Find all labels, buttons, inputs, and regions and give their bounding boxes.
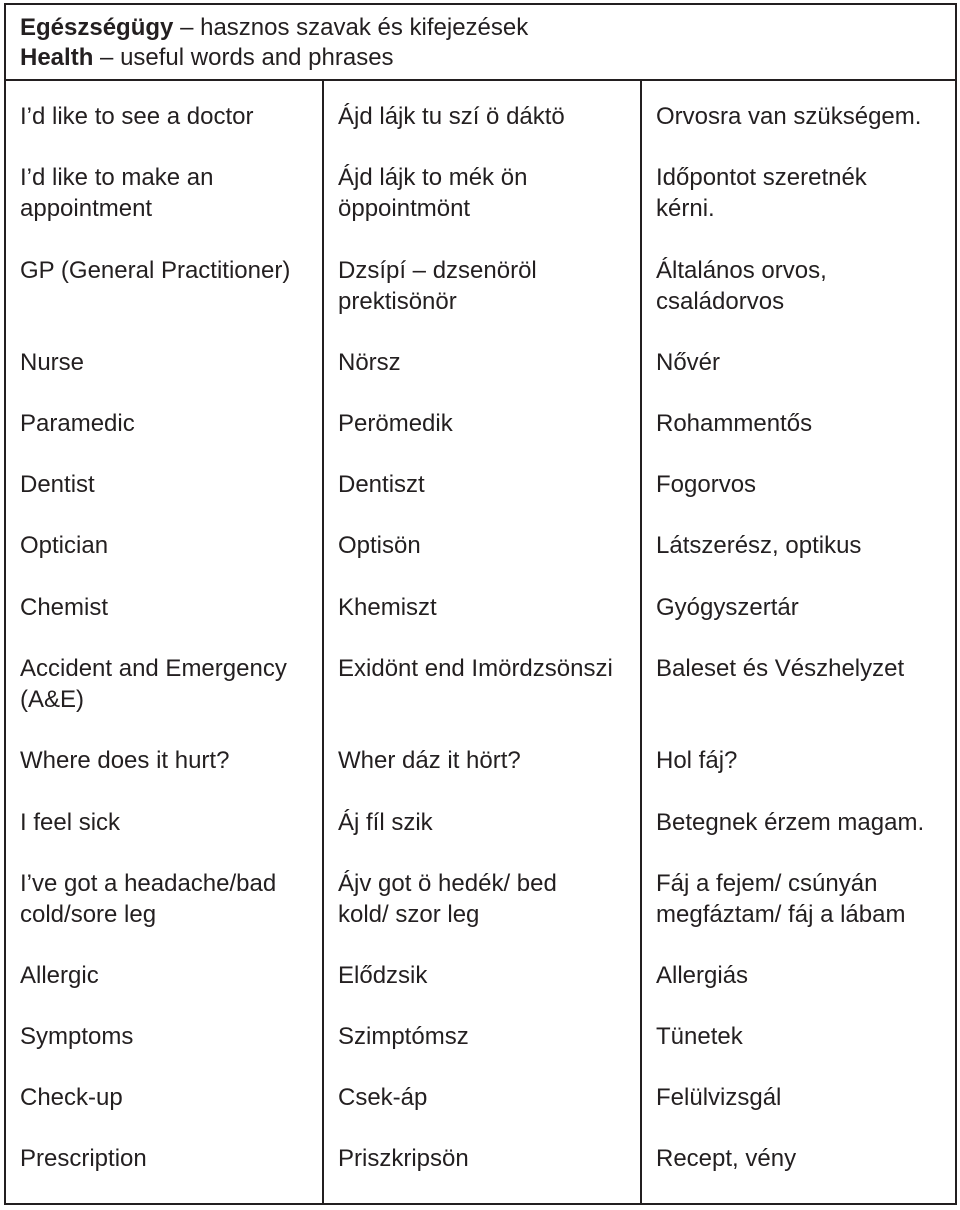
cell-hungarian: Tünetek	[656, 1023, 743, 1050]
cell-hungarian: Időpontot szeretnék kérni.	[656, 164, 867, 222]
cell-pronunciation: Dzsípí – dzsenöröl prektisönör	[338, 257, 537, 315]
cell-english: I feel sick	[20, 809, 121, 836]
cell-hungarian: Nővér	[656, 349, 721, 376]
cell-pronunciation: Elődzsik	[338, 962, 428, 989]
cell-hungarian: Hol fáj?	[656, 747, 738, 774]
cell-english: Paramedic	[20, 410, 135, 437]
cell-english: Nurse	[20, 349, 85, 376]
english-heading	[20, 43, 955, 73]
cell-hungarian: Általános orvos, családorvos	[656, 257, 827, 315]
table-header	[6, 5, 955, 81]
hungarian-heading-subtitle: hasznos szavak és kifejezések	[200, 14, 529, 41]
hungarian-heading	[20, 13, 955, 43]
english-heading-subtitle: useful words and phrases	[120, 44, 394, 71]
cell-english: Check-up	[20, 1084, 123, 1111]
cell-hungarian: Látszerész, optikus	[656, 532, 862, 559]
cell-pronunciation: Priszkripsön	[338, 1145, 469, 1172]
cell-english: I’d like to make an appointment	[20, 164, 214, 222]
cell-hungarian: Fogorvos	[656, 471, 757, 498]
cell-pronunciation: Ájd lájk tu szí ö dáktö	[338, 103, 565, 130]
cell-pronunciation: Csek-áp	[338, 1084, 428, 1111]
hungarian-heading-title: Egészségügy	[20, 14, 174, 41]
column-divider-1	[322, 81, 324, 1203]
cell-hungarian: Recept, vény	[656, 1145, 797, 1172]
cell-english: Symptoms	[20, 1023, 134, 1050]
cell-hungarian: Allergiás	[656, 962, 749, 989]
cell-hungarian: Rohammentős	[656, 410, 813, 437]
phrase-table	[4, 3, 957, 1205]
cell-english: I’d like to see a doctor	[20, 103, 254, 130]
cell-hungarian: Betegnek érzem magam.	[656, 809, 925, 836]
cell-hungarian: Baleset és Vészhelyzet	[656, 655, 905, 682]
cell-english: Where does it hurt?	[20, 747, 230, 774]
cell-pronunciation: Nörsz	[338, 349, 401, 376]
column-divider-2	[640, 81, 642, 1203]
cell-pronunciation: Áj fíl szik	[338, 809, 433, 836]
cell-pronunciation: Ájv got ö hedék/ bed kold/ szor leg	[338, 870, 557, 928]
cell-english: I’ve got a headache/bad cold/sore leg	[20, 870, 277, 928]
cell-hungarian: Gyógyszertár	[656, 594, 799, 621]
cell-english: Allergic	[20, 962, 99, 989]
cell-hungarian: Orvosra van szükségem.	[656, 103, 922, 130]
cell-pronunciation: Dentiszt	[338, 471, 425, 498]
cell-english: GP (General Practitioner)	[20, 257, 291, 284]
cell-hungarian: Felülvizsgál	[656, 1084, 782, 1111]
english-heading-dash: –	[100, 44, 114, 71]
cell-english: Accident and Emergency (A&E)	[20, 655, 287, 713]
cell-english: Optician	[20, 532, 109, 559]
cell-pronunciation: Wher dáz it hört?	[338, 747, 521, 774]
cell-pronunciation: Khemiszt	[338, 594, 437, 621]
cell-english: Prescription	[20, 1145, 147, 1172]
cell-pronunciation: Optisön	[338, 532, 421, 559]
cell-pronunciation: Perömedik	[338, 410, 453, 437]
cell-english: Chemist	[20, 594, 109, 621]
english-heading-title: Health	[20, 44, 94, 71]
cell-pronunciation: Exidönt end Imördzsönszi	[338, 655, 613, 682]
cell-english: Dentist	[20, 471, 95, 498]
cell-pronunciation: Ájd lájk to mék ön öppointmönt	[338, 164, 528, 222]
hungarian-heading-dash: –	[180, 14, 194, 41]
cell-pronunciation: Szimptómsz	[338, 1023, 469, 1050]
cell-hungarian: Fáj a fejem/ csúnyán megfáztam/ fáj a lábam	[656, 870, 906, 928]
